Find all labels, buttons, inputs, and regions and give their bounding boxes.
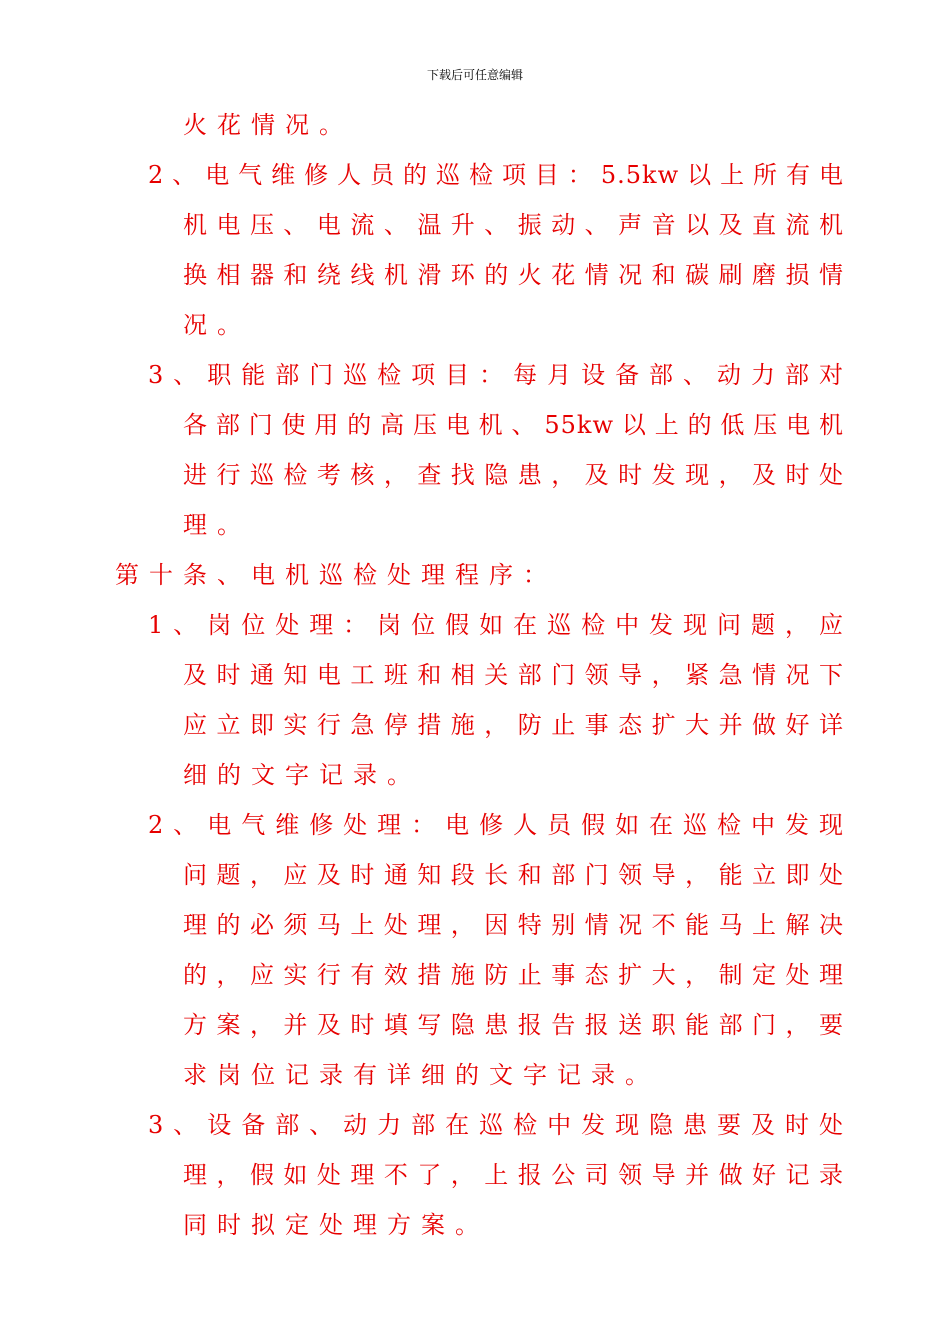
text-line: 及时通知电工班和相关部门领导，紧急情况下 [183, 661, 844, 689]
text-line: 求岗位记录有详细的文字记录。 [183, 1061, 659, 1089]
text-line: 火花情况。 [183, 111, 353, 139]
text-line: 细的文字记录。 [183, 761, 421, 789]
text-line: 的，应实行有效措施防止事态扩大，制定处理 [183, 961, 844, 989]
text-line: 同时拟定处理方案。 [183, 1211, 489, 1239]
text-line: 3、职能部门巡检项目：每月设备部、动力部对 [148, 361, 844, 389]
text-line: 理，假如处理不了，上报公司领导并做好记录 [183, 1161, 844, 1189]
text-line: 换相器和绕线机滑环的火花情况和碳刷磨损情 [183, 261, 844, 289]
text-line: 各部门使用的高压电机、55kw以上的低压电机 [183, 411, 844, 439]
text-line: 应立即实行急停措施，防止事态扩大并做好详 [183, 711, 844, 739]
text-line: 理。 [183, 511, 251, 539]
text-line: 3、设备部、动力部在巡检中发现隐患要及时处 [148, 1111, 844, 1139]
page-header: 下载后可任意编辑 [426, 68, 523, 82]
text-line: 理的必须马上处理，因特别情况不能马上解决 [183, 911, 844, 939]
text-line: 方案，并及时填写隐患报告报送职能部门，要 [183, 1011, 844, 1039]
section-heading: 第十条、电机巡检处理程序： [115, 561, 557, 589]
text-line: 况。 [183, 311, 251, 339]
text-line: 机电压、电流、温升、振动、声音以及直流机 [183, 211, 844, 239]
text-line: 进行巡检考核，查找隐患，及时发现，及时处 [183, 461, 844, 489]
text-line: 2、电气维修人员的巡检项目：5.5kw以上所有电 [148, 161, 844, 189]
text-line: 问题，应及时通知段长和部门领导，能立即处 [183, 861, 844, 889]
text-line: 1、岗位处理：岗位假如在巡检中发现问题，应 [148, 611, 844, 639]
text-line: 2、电气维修处理：电修人员假如在巡检中发现 [148, 811, 844, 839]
